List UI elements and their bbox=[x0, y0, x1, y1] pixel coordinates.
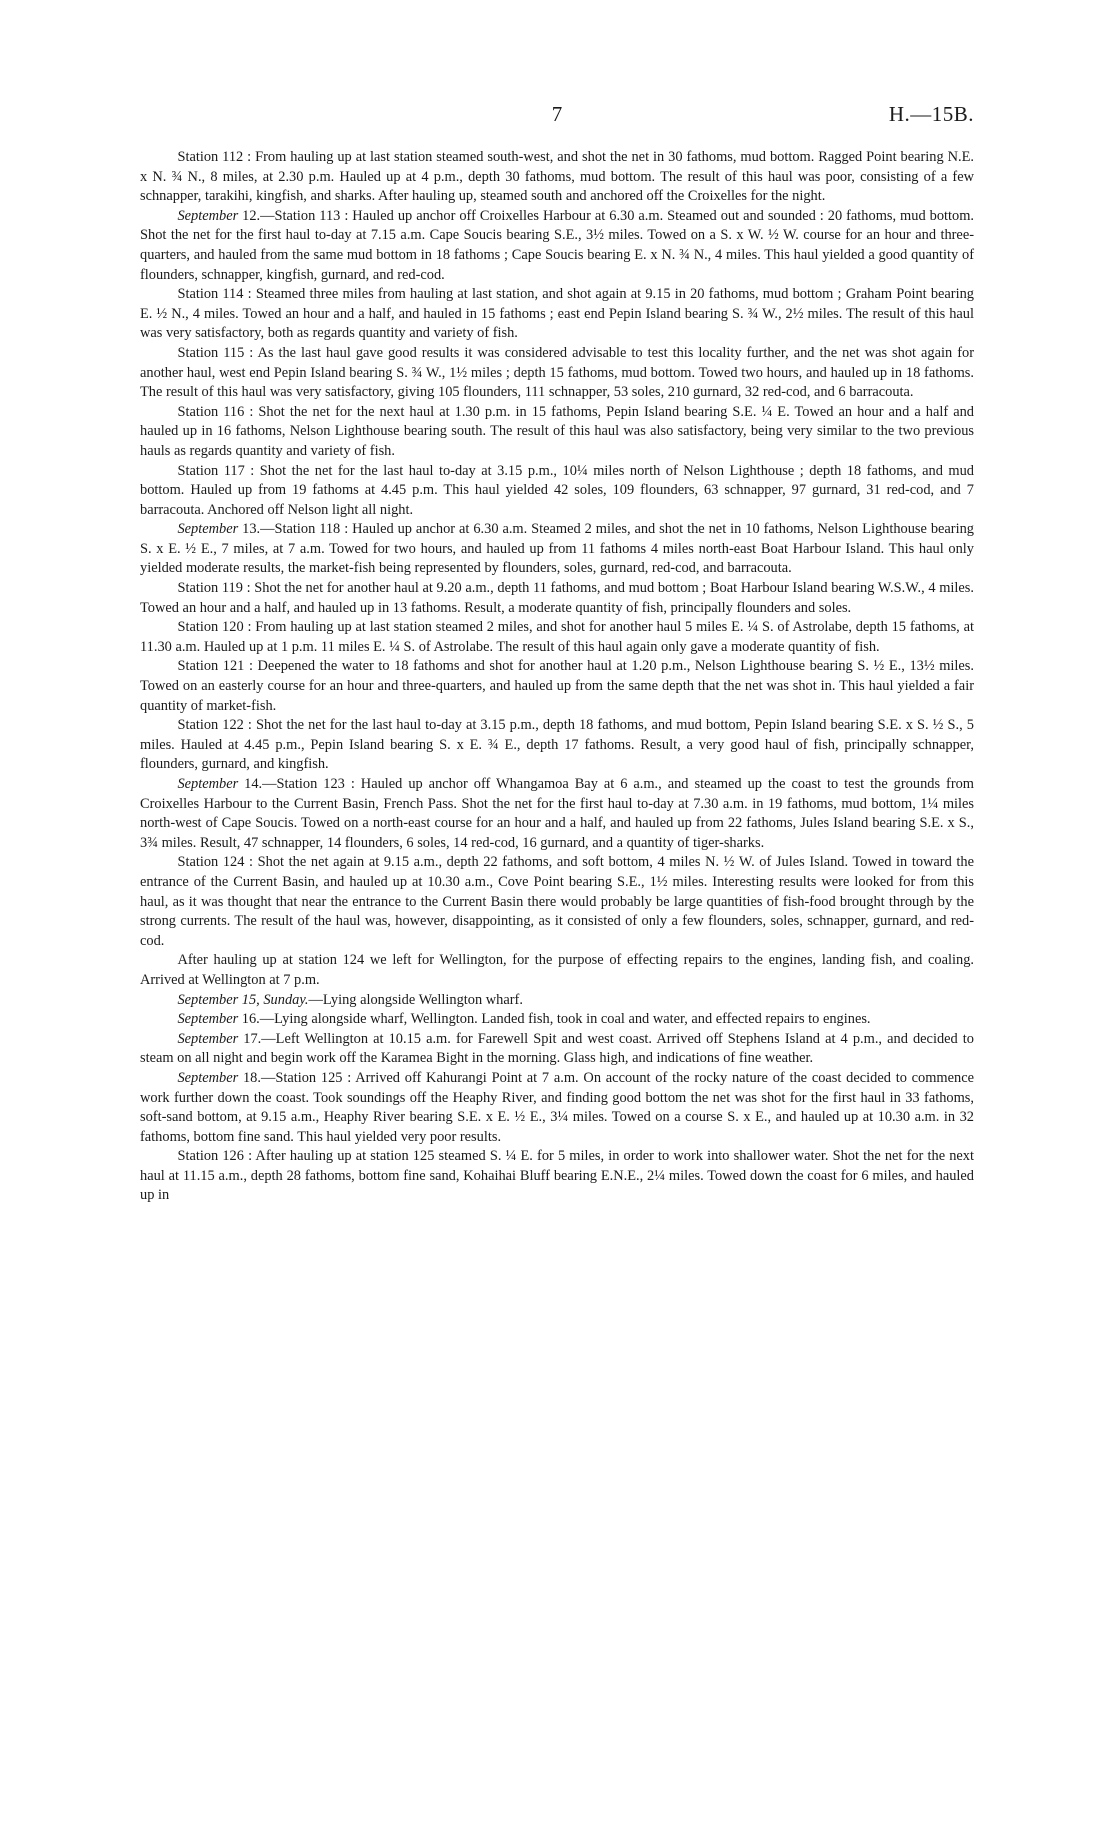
paragraph-text: 14.—Station 123 : Hauled up anchor off Whangamoa Bay at 6 a.m., and steamed up the coast to test the grounds from Croixelles Harbour to the Current Basin, French Pass. Shot the net for the first haul to-day at 7.30 a.m. in 19 fathoms, mud bottom, 1¼ miles north-west of Cape Soucis. Towed on a north-east course for an hour and a half, and hauled up from 22 fathoms, Jules Island bearing S.E. x S., 3¾ miles. Result, 47 schnapper, 14 flounders, 6 soles, 14 red-cod, 16 gurnard, and a quantity of tiger-sharks. bbox=[140, 776, 974, 851]
paragraph-text: 17.—Left Wellington at 10.15 a.m. for Farewell Spit and west coast. Arrived off Stephens Island at 4 p.m., and decided to steam on all night and begin work off the Karamea Bight in the morning. Glass high, and indications of fine weather. bbox=[140, 1030, 974, 1067]
paragraph-lead: September bbox=[177, 521, 239, 538]
paragraph bbox=[140, 1030, 974, 1069]
paragraph bbox=[140, 1010, 974, 1030]
page-number: 7 bbox=[551, 102, 563, 126]
paragraph bbox=[140, 285, 974, 344]
body-text bbox=[140, 148, 974, 1206]
paragraph bbox=[140, 853, 974, 951]
paragraph bbox=[140, 1069, 974, 1147]
paragraph bbox=[140, 148, 974, 207]
paragraph-text: Station 119 : Shot the net for another haul at 9.20 a.m., depth 11 fathoms, and mud bottom ; Boat Harbour Island bearing W.S.W., 4 miles. Towed an hour and a half, and hauled up in 13 fathoms. Result, a moderate quantity of fish, principally flounders and soles. bbox=[140, 580, 974, 616]
paragraph-lead: September bbox=[177, 776, 239, 792]
paragraph-text: 12.—Station 113 : Hauled up anchor off Croixelles Harbour at 6.30 a.m. Steamed out and sounded : 20 fathoms, mud bottom. Shot the net for the first haul to-day at 7.15 a.m. Cape Soucis bearing S.E., 3½ miles. Towed on a S. x W. ½ W. course for an hour and three-quarters, and hauled from the same mud bottom in 18 fathoms ; Cape Soucis bearing E. x N. ¾ N., 4 miles. This haul yielded a good quantity of flounders, schnapper, kingfish, gurnard, and red-cod. bbox=[140, 207, 974, 283]
paragraph-lead: September 15, Sunday. bbox=[177, 991, 309, 1008]
paragraph bbox=[140, 344, 974, 403]
paragraph-text: Station 117 : Shot the net for the last haul to-day at 3.15 p.m., 10¼ miles north of Nelson Lighthouse ; depth 18 fathoms, and mud bottom. Hauled up from 19 fathoms at 4.45 p.m. This haul yielded 42 soles, 109 flounders, 63 schnapper, 97 gurnard, 31 red-cod, and 7 barracouta. Anchored off Nelson light all night. bbox=[140, 462, 974, 518]
paragraph-text: —Lying alongside Wellington wharf. bbox=[308, 991, 523, 1008]
paragraph bbox=[140, 716, 974, 775]
paragraph-text: Station 124 : Shot the net again at 9.15 a.m., depth 22 fathoms, and soft bottom, 4 miles N. ½ W. of Jules Island. Towed in toward the entrance of the Current Basin, and hauled up at 10.30 a.m., Cove Point bearing S.E., 1½ miles. Interesting results were looked for from this haul, as it was thought that near the entrance to the Current Basin there would probably be large quantities of fish-food brought through by the strong currents. The result of the haul was, however, disappointing, as it consisted of only a few flounders, soles, schnapper, gurnard, and red-cod. bbox=[140, 854, 974, 949]
paragraph-text: Station 126 : After hauling up at station 125 steamed S. ¼ E. for 5 miles, in order to work into shallower water. Shot the net for the next haul at 11.15 a.m., depth 28 fathoms, bottom fine sand, Kohaihai Bluff bearing E.N.E., 2¼ miles. Towed down the coast for 6 miles, and hauled up in bbox=[140, 1148, 974, 1204]
paragraph bbox=[140, 618, 974, 657]
paragraph-text: Station 121 : Deepened the water to 18 fathoms and shot for another haul at 1.20 p.m., Nelson Lighthouse bearing S. ½ E., 13½ miles. Towed on an easterly course for an hour and three-quarters, and hauled up from the same depth that the net was shot in. This haul yielded a fair quantity of market-fish. bbox=[140, 658, 974, 714]
paragraph bbox=[140, 951, 974, 990]
paragraph bbox=[140, 462, 974, 521]
paragraph-text: After hauling up at station 124 we left for Wellington, for the purpose of effecting repairs to the engines, landing fish, and coaling. Arrived at Wellington at 7 p.m. bbox=[140, 952, 974, 988]
paragraph-text: Station 122 : Shot the net for the last haul to-day at 3.15 p.m., depth 18 fathoms, and mud bottom, Pepin Island bearing S.E. x S. ½ S., 5 miles. Hauled at 4.45 p.m., Pepin Island bearing S. x E. ¾ E., depth 17 fathoms. Result, a very good haul of fish, principally schnapper, flounders, gurnard, and kingfish. bbox=[140, 717, 974, 773]
paragraph-text: Station 112 : From hauling up at last station steamed south-west, and shot the net in 30 fathoms, mud bottom. Ragged Point bearing N.E. x N. ¾ N., 8 miles, at 2.30 p.m. Hauled up at 4 p.m., depth 30 fathoms, mud bottom. The result of this haul was poor, consisting of a few schnapper, tarakihi, kingfish, and sharks. After hauling up, steamed south and anchored off the Croixelles for the night. bbox=[140, 149, 974, 205]
paragraph-lead: September bbox=[177, 1030, 239, 1047]
paragraph-text: 18.—Station 125 : Arrived off Kahurangi Point at 7 a.m. On account of the rocky nature of the coast decided to commence work further down the coast. Took soundings off the Heaphy River, and finding good bottom the net was shot for the first haul in 33 fathoms, soft-sand bottom, at 9.15 a.m., Heaphy River bearing S.E. x E. ½ E., 3¼ miles. Towed on a course S. x E., and hauled up at 10.30 a.m. in 32 fathoms, bottom fine sand. This haul yielded very poor results. bbox=[140, 1069, 974, 1145]
paragraph-text: Station 116 : Shot the net for the next haul at 1.30 p.m. in 15 fathoms, Pepin Island bearing S.E. ¼ E. Towed an hour and a half and hauled up in 16 fathoms, Nelson Lighthouse bearing south. The result of this haul was also satisfactory, being very similar to the two previous hauls as regards quantity and variety of fish. bbox=[140, 403, 974, 459]
paragraph bbox=[140, 657, 974, 716]
paragraph-text: Station 114 : Steamed three miles from hauling at last station, and shot again at 9.15 in 20 fathoms, mud bottom ; Graham Point bearing E. ½ N., 4 miles. Towed an hour and a half, and hauled in 15 fathoms ; east end Pepin Island bearing S. ¾ W., 2½ miles. The result of this haul was very satisfactory, both as regards quantity and variety of fish. bbox=[140, 286, 974, 342]
paragraph-text: Station 115 : As the last haul gave good results it was considered advisable to test this locality further, and the net was shot again for another haul, west end Pepin Island bearing S. ¾ W., 1½ miles ; depth 15 fathoms, mud bottom. Towed two hours, and hauled up in 18 fathoms. The result of this haul was very satisfactory, giving 105 flounders, 111 schnapper, 53 soles, 210 gurnard, 32 red-cod, and 6 barracouta. bbox=[140, 344, 974, 401]
paragraph bbox=[140, 520, 974, 579]
paragraph-lead: September bbox=[177, 1011, 239, 1028]
paragraph bbox=[140, 579, 974, 618]
paragraph-lead: September bbox=[177, 1069, 239, 1086]
paragraph-lead: September bbox=[177, 207, 239, 224]
paragraph bbox=[140, 991, 974, 1011]
paragraph-text: 13.—Station 118 : Hauled up anchor at 6.30 a.m. Steamed 2 miles, and shot the net in 10 fathoms, Nelson Lighthouse bearing S. x E. ½ E., 7 miles, at 7 a.m. Towed for two hours, and hauled up from 11 fathoms 4 miles north-east Boat Harbour Island. This haul only yielded moderate results, the market-fish being represented by flounders, soles, gurnard, red-cod, and barracouta. bbox=[140, 521, 974, 577]
paragraph bbox=[140, 775, 974, 853]
paragraph bbox=[140, 1147, 974, 1206]
document-reference: H.—15B. bbox=[888, 102, 974, 126]
paragraph bbox=[140, 403, 974, 462]
page-header bbox=[140, 102, 974, 132]
paragraph-text: Station 120 : From hauling up at last station steamed 2 miles, and shot for another haul 5 miles E. ¼ S. of Astrolabe, depth 15 fathoms, at 11.30 a.m. Hauled up at 1 p.m. 11 miles E. ¼ S. of Astrolabe. The result of this haul again only gave a moderate quantity of fish. bbox=[140, 619, 974, 655]
paragraph-text: 16.—Lying alongside wharf, Wellington. Landed fish, took in coal and water, and effected repairs to engines. bbox=[238, 1011, 871, 1028]
paragraph bbox=[140, 207, 974, 285]
